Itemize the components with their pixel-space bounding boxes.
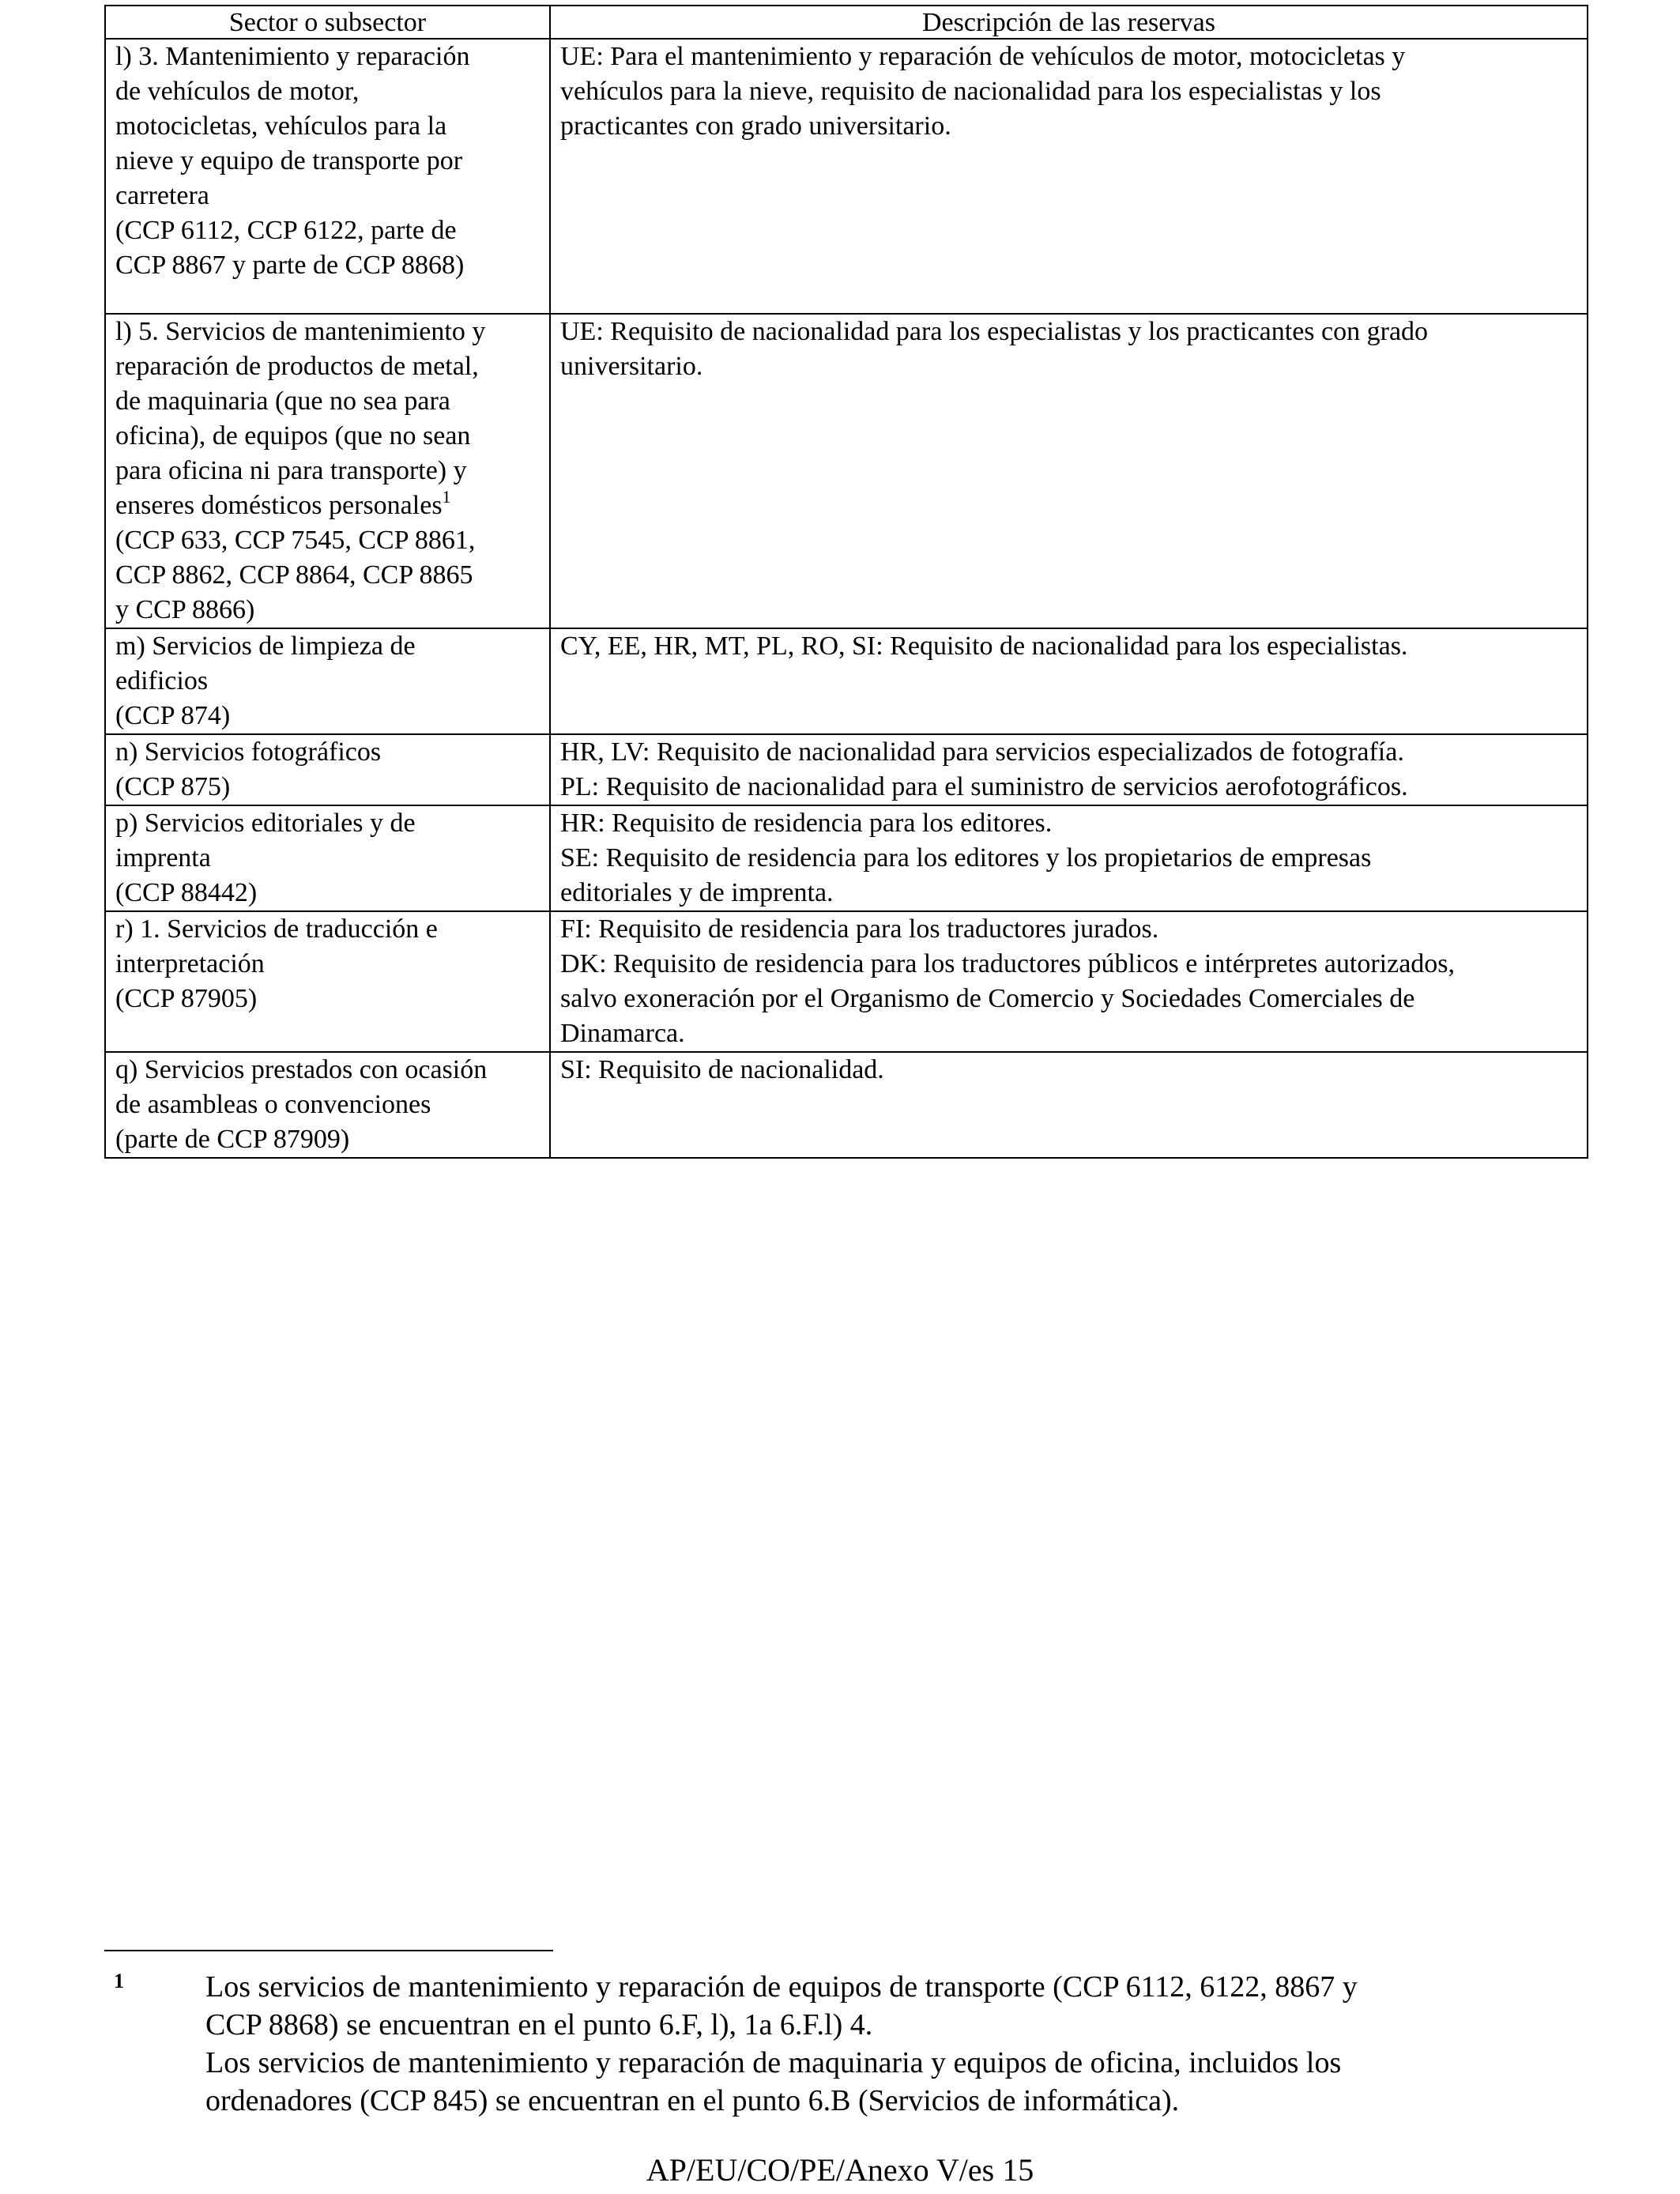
sector-line: de asambleas o convenciones: [115, 1090, 431, 1119]
footnote-reference[interactable]: 1: [442, 487, 451, 507]
description-line: Dinamarca.: [560, 1019, 685, 1048]
table-row: [105, 39, 1588, 314]
description-cell: [550, 628, 1588, 734]
sector-line: CCP 8867 y parte de CCP 8868): [115, 251, 465, 280]
description-cell: [550, 39, 1588, 314]
table-row: [105, 628, 1588, 734]
table-row: [105, 734, 1588, 805]
sector-line: r) 1. Servicios de traducción e: [115, 914, 438, 944]
sector-line: reparación de productos de metal,: [115, 352, 479, 381]
description-cell: [550, 734, 1588, 805]
sector-line: y CCP 8866): [115, 595, 255, 624]
sector-line: oficina), de equipos (que no sean: [115, 421, 471, 450]
reservations-table: [104, 5, 1588, 1159]
description-cell: [550, 805, 1588, 911]
sector-line: edificios: [115, 666, 209, 696]
description-cell: [550, 911, 1588, 1052]
sector-line: (CCP 633, CCP 7545, CCP 8861,: [115, 526, 476, 555]
sector-line: p) Servicios editoriales y de: [115, 809, 416, 838]
description-cell: [550, 1052, 1588, 1158]
sector-line: imprenta: [115, 843, 211, 873]
footnote-text: [205, 1968, 1533, 2120]
sector-cell: [105, 628, 550, 734]
description-line: practicantes con grado universitario.: [560, 111, 951, 141]
sector-cell: [105, 39, 550, 314]
header-description: Descripción de las reservas: [550, 6, 1588, 39]
sector-line: carretera: [115, 181, 209, 210]
sector-line: (CCP 87905): [115, 984, 258, 1013]
sector-line: nieve y equipo de transporte por: [115, 146, 463, 175]
description-line: PL: Requisito de nacionalidad para el suministro de servicios aerofotográficos.: [560, 772, 1408, 801]
description-line: universitario.: [560, 352, 703, 381]
table-row: [105, 1052, 1588, 1158]
sector-line-with-footnote: [115, 488, 540, 523]
sector-cell: [105, 911, 550, 1052]
sector-line: para oficina ni para transporte) y: [115, 456, 467, 485]
description-line: HR: Requisito de residencia para los editores.: [560, 809, 1053, 838]
sector-cell: [105, 1052, 550, 1158]
description-line: SI: Requisito de nacionalidad.: [560, 1055, 884, 1084]
description-line: CY, EE, HR, MT, PL, RO, SI: Requisito de nacionalidad para los especialistas.: [560, 631, 1408, 661]
sector-line: l) 5. Servicios de mantenimiento y: [115, 317, 486, 346]
sector-line: de maquinaria (que no sea para: [115, 386, 450, 416]
sector-cell: [105, 805, 550, 911]
sector-line: motocicletas, vehículos para la: [115, 111, 447, 141]
table-row: [105, 314, 1588, 628]
sector-line: l) 3. Mantenimiento y reparación: [115, 42, 470, 71]
footnote-line: ordenadores (CCP 845) se encuentran en el punto 6.B (Servicios de informática).: [205, 2084, 1180, 2117]
footnote-line: Los servicios de mantenimiento y reparación de maquinaria y equipos de oficina, incluidos los: [205, 2046, 1342, 2079]
sector-line: (CCP 874): [115, 701, 231, 730]
sector-line-text: enseres domésticos personales: [115, 491, 443, 520]
footnote-line: Los servicios de mantenimiento y reparación de equipos de transporte (CCP 6112, 6122, 8867 y: [205, 1970, 1358, 2004]
footnote-separator: [104, 1950, 553, 1951]
sector-line: de vehículos de motor,: [115, 77, 360, 106]
description-line: FI: Requisito de residencia para los traductores jurados.: [560, 914, 1159, 944]
sector-cell: [105, 734, 550, 805]
description-line: UE: Requisito de nacionalidad para los especialistas y los practicantes con grado: [560, 317, 1429, 346]
sector-line: (CCP 875): [115, 772, 231, 801]
table-row: [105, 805, 1588, 911]
description-line: HR, LV: Requisito de nacionalidad para servicios especializados de fotografía.: [560, 737, 1404, 767]
footnote-line: CCP 8868) se encuentran en el punto 6.F, l), 1a 6.F.l) 4.: [205, 2008, 873, 2041]
description-line: vehículos para la nieve, requisito de nacionalidad para los especialistas y los: [560, 77, 1381, 106]
header-sector: Sector o subsector: [105, 6, 550, 39]
sector-line: m) Servicios de limpieza de: [115, 631, 416, 661]
sector-line: (CCP 6112, CCP 6122, parte de: [115, 216, 457, 245]
sector-cell: [105, 314, 550, 628]
footnote-marker: 1: [114, 1970, 124, 1992]
sector-line: n) Servicios fotográficos: [115, 737, 382, 767]
description-line: DK: Requisito de residencia para los traductores públicos e intérpretes autorizados,: [560, 949, 1456, 978]
sector-line: (CCP 88442): [115, 878, 258, 907]
description-cell: [550, 314, 1588, 628]
sector-line: q) Servicios prestados con ocasión: [115, 1055, 488, 1084]
description-line: UE: Para el mantenimiento y reparación de vehículos de motor, motocicletas y: [560, 42, 1406, 71]
description-line: editoriales y de imprenta.: [560, 878, 834, 907]
sector-line: interpretación: [115, 949, 265, 978]
description-line: SE: Requisito de residencia para los editores y los propietarios de empresas: [560, 843, 1372, 873]
description-line: salvo exoneración por el Organismo de Comercio y Sociedades Comerciales de: [560, 984, 1415, 1013]
table-row: [105, 911, 1588, 1052]
sector-line: (parte de CCP 87909): [115, 1125, 350, 1154]
table-header-row: [105, 6, 1588, 39]
sector-line: CCP 8862, CCP 8864, CCP 8865: [115, 560, 473, 590]
page-footer: AP/EU/CO/PE/Anexo V/es 15: [646, 2152, 1034, 2188]
